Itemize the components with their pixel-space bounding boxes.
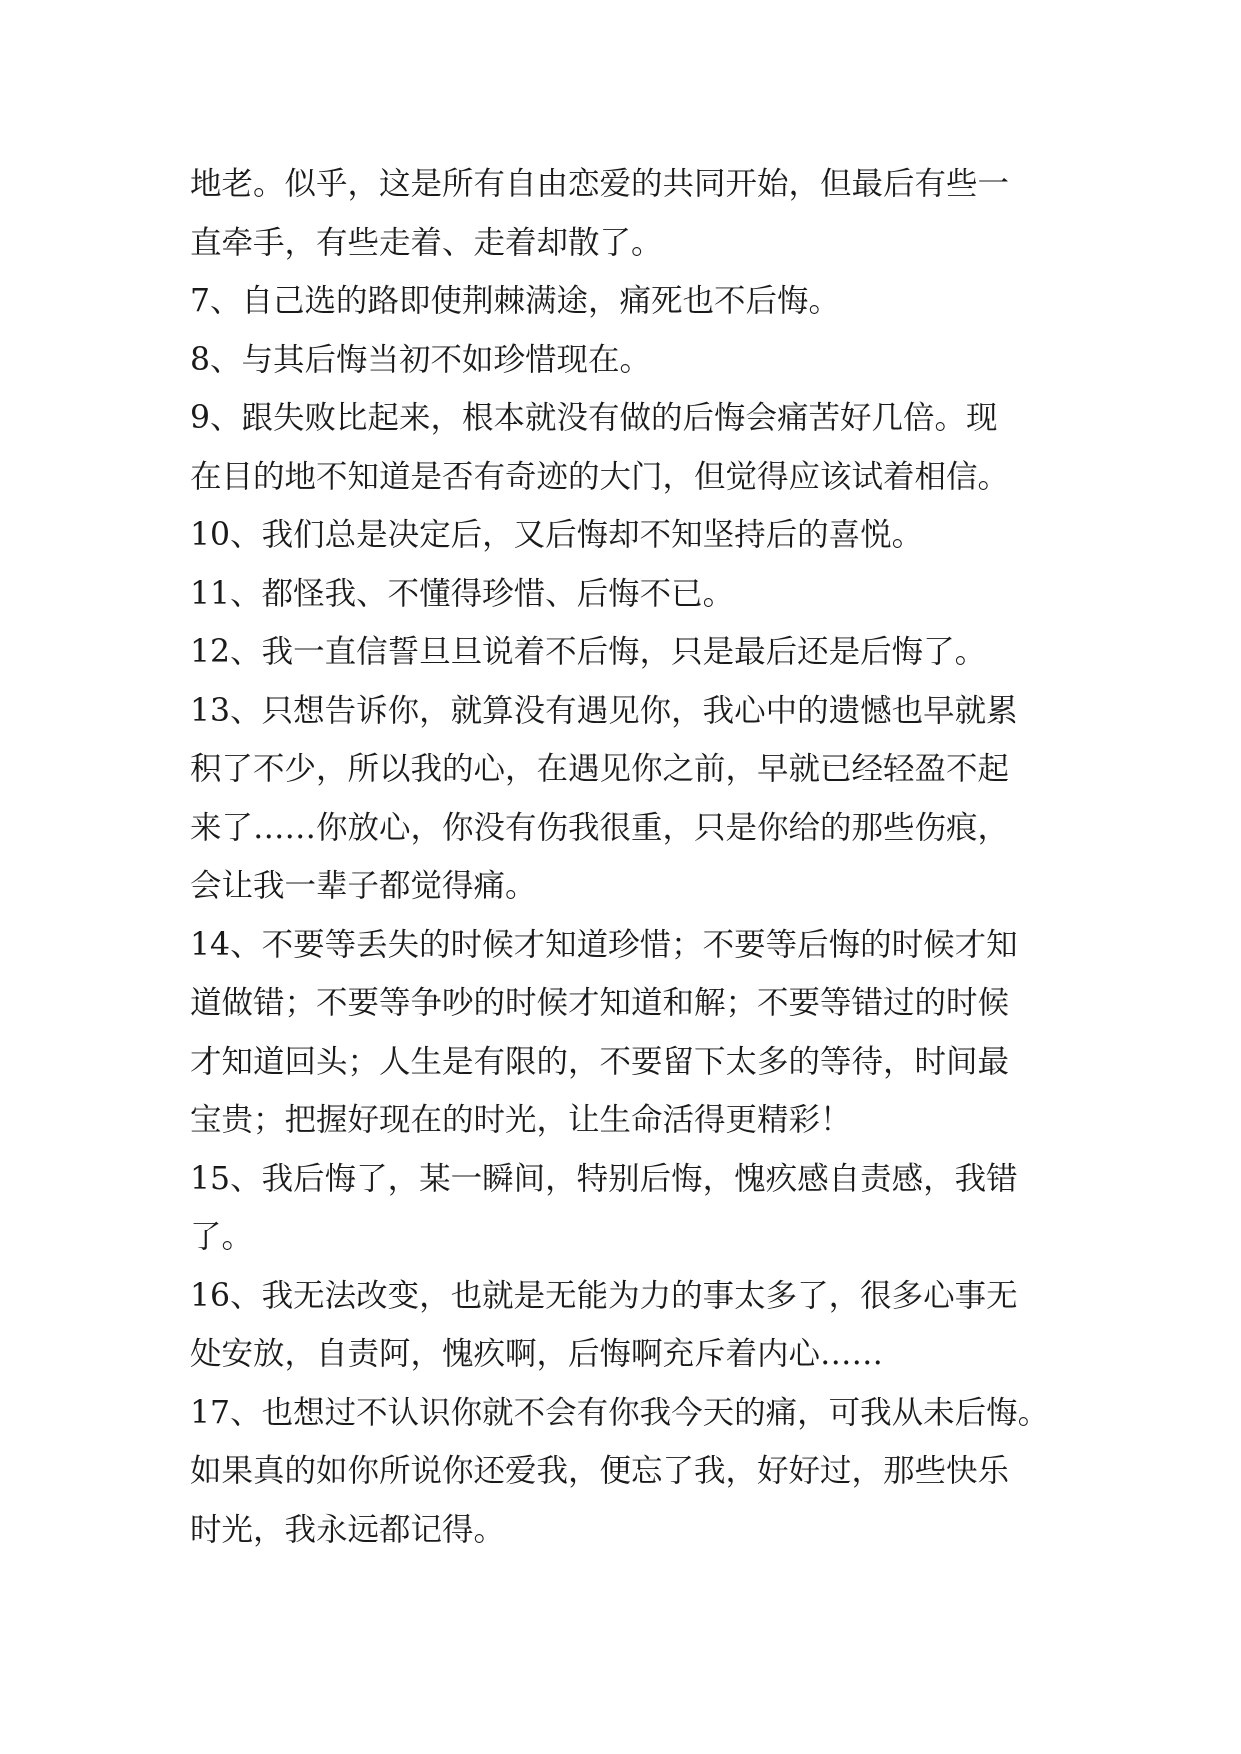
text-line: 16、我无法改变，也就是无能为力的事太多了，很多心事无 — [190, 1277, 1018, 1314]
text-line: 在目的地不知道是否有奇迹的大门，但觉得应该试着相信。 — [190, 458, 1010, 495]
text-line: 11、都怪我、不懂得珍惜、后悔不已。 — [190, 575, 735, 612]
text-line: 如果真的如你所说你还爱我，便忘了我，好好过，那些快乐 — [190, 1453, 1010, 1489]
text-line: 9、跟失败比起来，根本就没有做的后悔会痛苦好几倍。现 — [190, 400, 998, 436]
text-line: 17、也想过不认识你就不会有你我今天的痛，可我从未后悔。 — [190, 1394, 1050, 1431]
text-line: 来了……你放心，你没有伤我很重，只是你给的那些伤痕， — [190, 809, 1010, 846]
text-line: 12、我一直信誓旦旦说着不后悔，只是最后还是后悔了。 — [190, 634, 987, 670]
document-page — [190, 155, 1070, 1559]
text-line: 10、我们总是决定后，又后悔却不知坚持后的喜悦。 — [190, 517, 924, 553]
text-line: 积了不少，所以我的心，在遇见你之前，早就已经轻盈不起 — [190, 751, 1010, 787]
text-line: 宝贵；把握好现在的时光，让生命活得更精彩！ — [190, 1102, 852, 1138]
text-line: 14、不要等丢失的时候才知道珍惜；不要等后悔的时候才知 — [190, 926, 1018, 963]
text-line: 15、我后悔了，某一瞬间，特别后悔，愧疚感自责感，我错 — [190, 1160, 1018, 1197]
text-line: 13、只想告诉你，就算没有遇见你，我心中的遗憾也早就累 — [190, 692, 1018, 729]
text-line: 8、与其后悔当初不如珍惜现在。 — [190, 341, 652, 378]
text-line: 直牵手，有些走着、走着却散了。 — [190, 224, 663, 261]
text-line: 才知道回头；人生是有限的，不要留下太多的等待，时间最 — [190, 1043, 1010, 1080]
text-line: 时光，我永远都记得。 — [190, 1511, 506, 1548]
text-line: 会让我一辈子都觉得痛。 — [190, 868, 537, 904]
text-line: 处安放，自责阿，愧疚啊，后悔啊充斥着内心…… — [190, 1336, 884, 1372]
text-line: 了。 — [190, 1219, 254, 1255]
text-line: 7、自己选的路即使荆棘满途，痛死也不后悔。 — [190, 283, 841, 319]
text-line: 道做错；不要等争吵的时候才知道和解；不要等错过的时候 — [190, 985, 1010, 1021]
text-line: 地老。似乎，这是所有自由恋爱的共同开始，但最后有些一 — [190, 166, 1010, 202]
